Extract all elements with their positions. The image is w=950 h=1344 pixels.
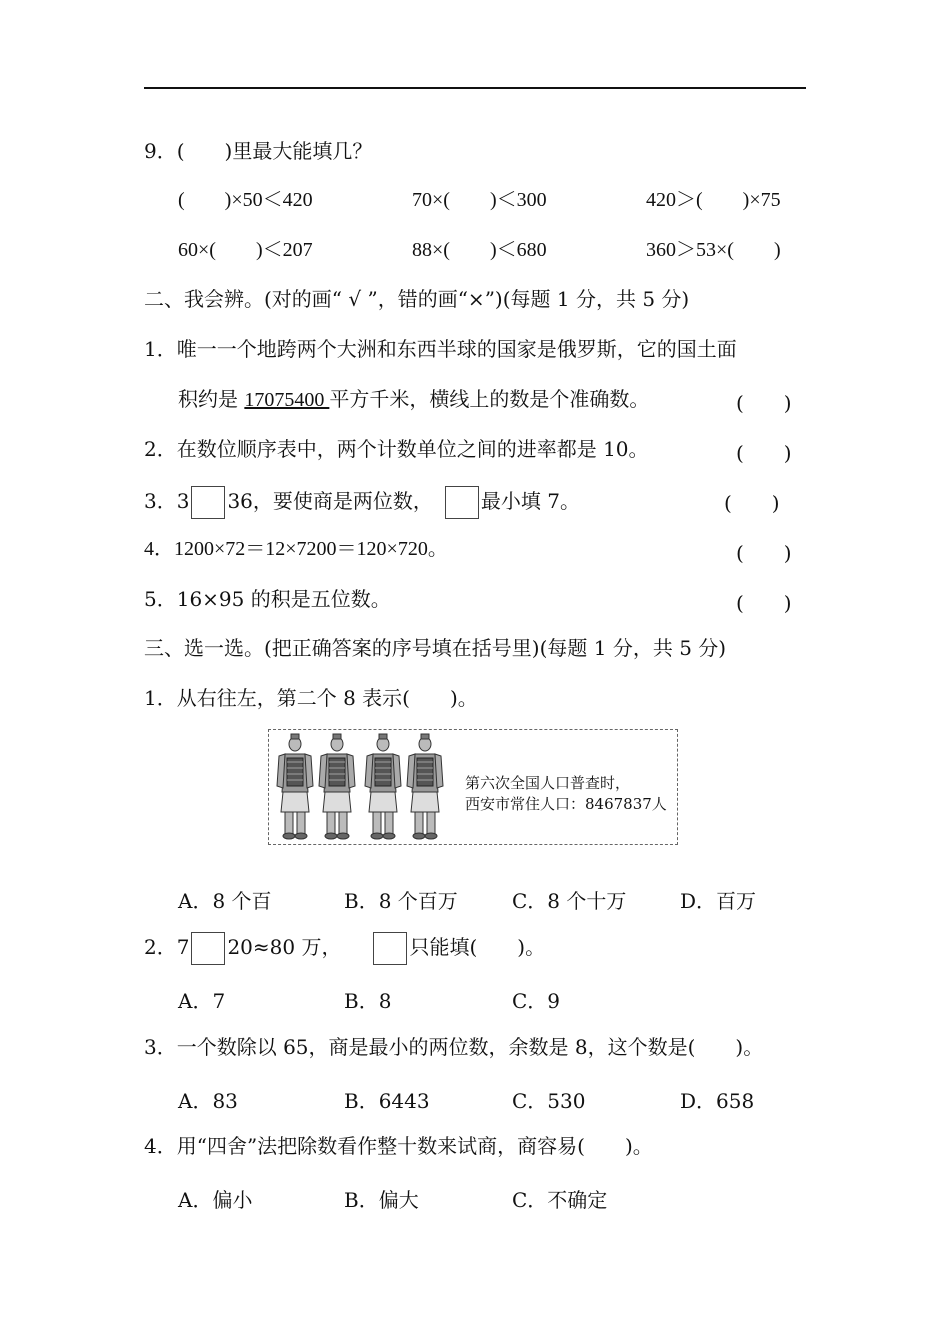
option-d[interactable]: D．百万 bbox=[680, 889, 757, 913]
s2-q5: 5．16×95 的积是五位数。 bbox=[144, 587, 391, 611]
answer-paren[interactable]: ( ) bbox=[736, 591, 792, 615]
blank-box[interactable] bbox=[445, 486, 479, 519]
option-b[interactable]: B．偏大 bbox=[344, 1188, 419, 1212]
option-c[interactable]: C．530 bbox=[512, 1089, 586, 1113]
option-b[interactable]: B．8 bbox=[344, 989, 392, 1013]
q9-item: 420＞( )×75 bbox=[646, 189, 781, 211]
s2-q3-pre: 3．3 bbox=[144, 489, 190, 513]
s2-q1-line1: 1．唯一一个地跨两个大洲和东西半球的国家是俄罗斯，它的国土面 bbox=[144, 337, 737, 361]
s2-q1-pre: 积约是 bbox=[178, 387, 245, 411]
s2-q3-post: 最小填 7。 bbox=[480, 489, 580, 513]
answer-paren[interactable]: ( ) bbox=[736, 541, 792, 565]
blank-box[interactable] bbox=[373, 932, 407, 965]
q9-item: 60×( )＜207 bbox=[178, 239, 313, 261]
figure-caption-line1: 第六次全国人口普查时， bbox=[465, 774, 631, 792]
answer-paren[interactable]: ( ) bbox=[736, 391, 792, 415]
blank-box[interactable] bbox=[191, 486, 225, 519]
s3-q3: 3．一个数除以 65，商是最小的两位数，余数是 8，这个数是( )。 bbox=[144, 1035, 764, 1059]
header-rule bbox=[144, 87, 806, 89]
section3-heading: 三、选一选。(把正确答案的序号填在括号里)(每题 1 分，共 5 分) bbox=[144, 636, 727, 660]
s3-q2-pre: 2．7 bbox=[144, 935, 190, 959]
s2-q2: 2．在数位顺序表中，两个计数单位之间的进率都是 10。 bbox=[144, 437, 649, 461]
s3-q1: 1．从右往左，第二个 8 表示( )。 bbox=[144, 686, 478, 710]
s3-q4: 4．用“四舍”法把除数看作整十数来试商，商容易( )。 bbox=[144, 1134, 653, 1158]
terracotta-warriors-illustration bbox=[275, 732, 455, 844]
answer-paren[interactable]: ( ) bbox=[724, 491, 780, 515]
q9-item: ( )×50＜420 bbox=[178, 189, 313, 211]
option-c[interactable]: C．不确定 bbox=[512, 1188, 608, 1212]
s2-q3 bbox=[144, 486, 580, 519]
s2-q3-mid: 36，要使商是两位数， bbox=[227, 489, 423, 513]
answer-paren[interactable]: ( ) bbox=[736, 441, 792, 465]
section2-heading: 二、我会辨。(对的画“ √ ”，错的画“×”)(每题 1 分，共 5 分) bbox=[144, 287, 690, 311]
option-a[interactable]: A．7 bbox=[178, 989, 226, 1013]
option-a[interactable]: A．偏小 bbox=[178, 1188, 253, 1212]
option-c[interactable]: C．9 bbox=[512, 989, 561, 1013]
blank-box[interactable] bbox=[191, 932, 225, 965]
s2-q1-post: 平方千米，横线上的数是个准确数。 bbox=[329, 387, 650, 411]
option-a[interactable]: A．8 个百 bbox=[178, 889, 272, 913]
q9-item: 88×( )＜680 bbox=[412, 239, 547, 261]
s2-q4: 4．1200×72＝12×7200＝120×720。 bbox=[144, 538, 448, 560]
option-a[interactable]: A．83 bbox=[178, 1089, 238, 1113]
underlined-number: 17075400 bbox=[244, 389, 330, 411]
q9-item: 360＞53×( ) bbox=[646, 239, 781, 261]
s3-q2-mid: 20≈80 万， bbox=[227, 935, 332, 959]
q9-item: 70×( )＜300 bbox=[412, 189, 547, 211]
option-c[interactable]: C．8 个十万 bbox=[512, 889, 627, 913]
option-d[interactable]: D．658 bbox=[680, 1089, 755, 1113]
option-b[interactable]: B．6443 bbox=[344, 1089, 430, 1113]
s2-q1-line2 bbox=[178, 387, 649, 412]
figure-caption-line2: 西安市常住人口：8467837人 bbox=[465, 795, 667, 813]
option-b[interactable]: B．8 个百万 bbox=[344, 889, 458, 913]
terracotta-figure-box bbox=[268, 729, 678, 845]
s3-q2 bbox=[144, 932, 545, 965]
s3-q2-post: 只能填( )。 bbox=[409, 935, 546, 959]
q9-title: 9．( )里最大能填几？ bbox=[144, 139, 373, 163]
